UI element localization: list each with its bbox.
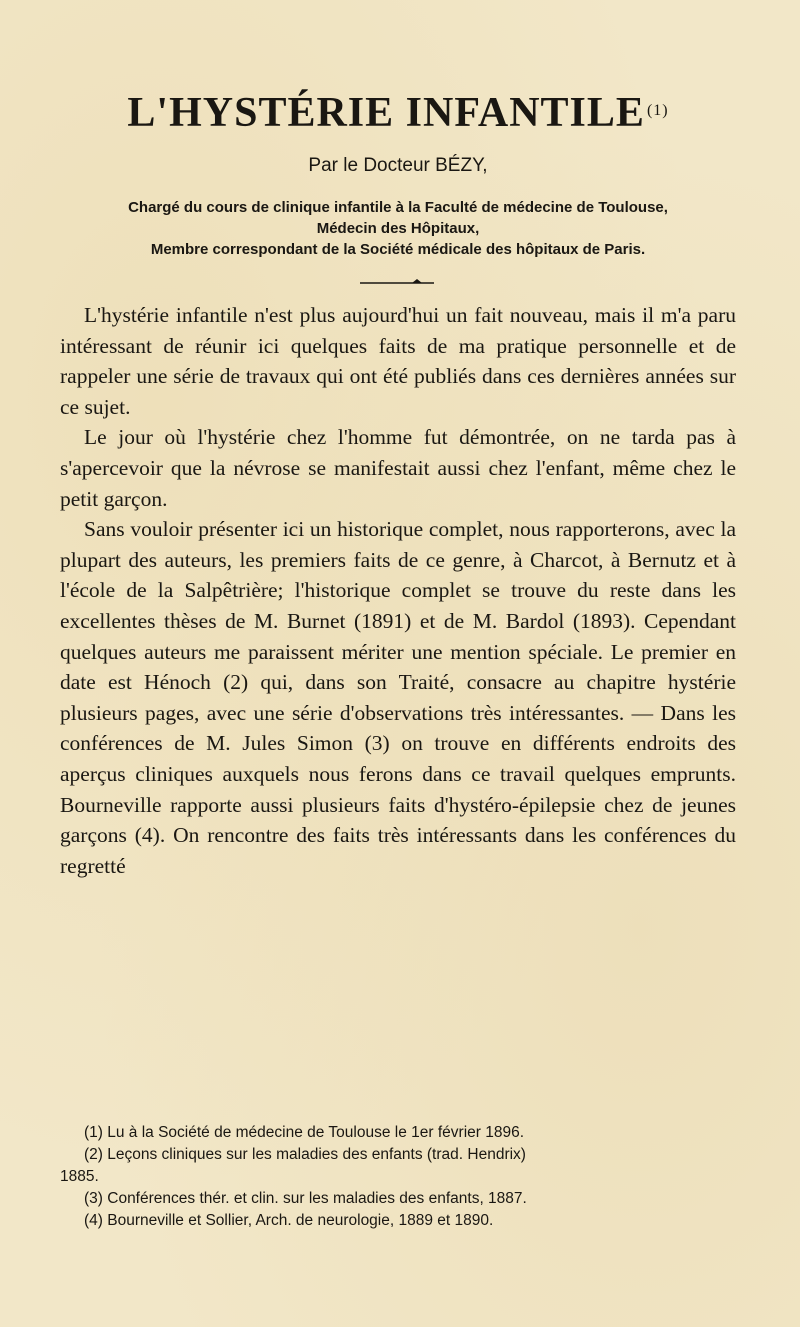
footnote: (3) Conférences thér. et clin. sur les maladies des enfants, 1887. xyxy=(84,1190,527,1207)
footnote: (1) Lu à la Société de médecine de Toulouse le 1er février 1896. xyxy=(84,1124,525,1141)
paragraph: Sans vouloir présenter ici un historique complet, nous rapporterons, avec la plupart des auteurs, les premiers faits de ce genre, à Charcot, à Bernutz et à l'école de la Salpêtrière; l'historique complet se trouve du reste dans les excellentes thèses de M. Burnet (1891) et de M. Bardol (1893). Cependant quelques auteurs me paraissent mériter une mention spéciale. Le premier en date est Hénoch (2) qui, dans son Traité, consacre au chapitre hystérie plusieurs pages, avec une série d'observations très intéressantes. — Dans les conférences de M. Jules Simon (3) on trouve en différents endroits des aperçus cliniques auxquels nous ferons dans ce travail quelques emprunts. Bourneville rapporte aussi plusieurs faits d'hystéro-épilepsie chez de jeunes garçons (4). On rencontre des faits très intéressants dans les conférences du regretté xyxy=(60,517,736,878)
title-footnote-marker: (1) xyxy=(646,102,669,119)
footnote: (4) Bourneville et Sollier, Arch. de neurologie, 1889 et 1890. xyxy=(84,1212,494,1229)
affiliation-line: Membre correspondant de la Société médicale des hôpitaux de Paris. xyxy=(150,241,646,258)
paragraph: L'hystérie infantile n'est plus aujourd'hui un fait nouveau, mais il m'a paru intéressant de réunir ici quelques faits de ma pratique personnelle et de rappeler une série de travaux qui ont été publiés dans ces dernières années sur ce sujet. xyxy=(60,303,736,419)
author-affiliations xyxy=(60,197,736,260)
title-text: L'HYSTÉRIE INFANTILE xyxy=(127,90,645,136)
separator-ornament xyxy=(360,278,434,286)
article-body xyxy=(60,300,736,881)
article-title xyxy=(60,88,736,138)
affiliation-line: Chargé du cours de clinique infantile à la Faculté de médecine de Toulouse, xyxy=(128,199,668,216)
footnotes xyxy=(60,1122,736,1232)
footnote: (2) Leçons cliniques sur les maladies des enfants (trad. Hendrix) xyxy=(84,1146,526,1163)
footnote-continuation: 1885. xyxy=(60,1168,99,1185)
author-byline: Par le Docteur BÉZY, xyxy=(308,155,488,176)
paragraph: Le jour où l'hystérie chez l'homme fut démontrée, on ne tarda pas à s'apercevoir que la névrose se manifestait aussi chez l'enfant, même chez le petit garçon. xyxy=(60,425,736,511)
affiliation-line: Médecin des Hôpitaux, xyxy=(316,220,480,237)
